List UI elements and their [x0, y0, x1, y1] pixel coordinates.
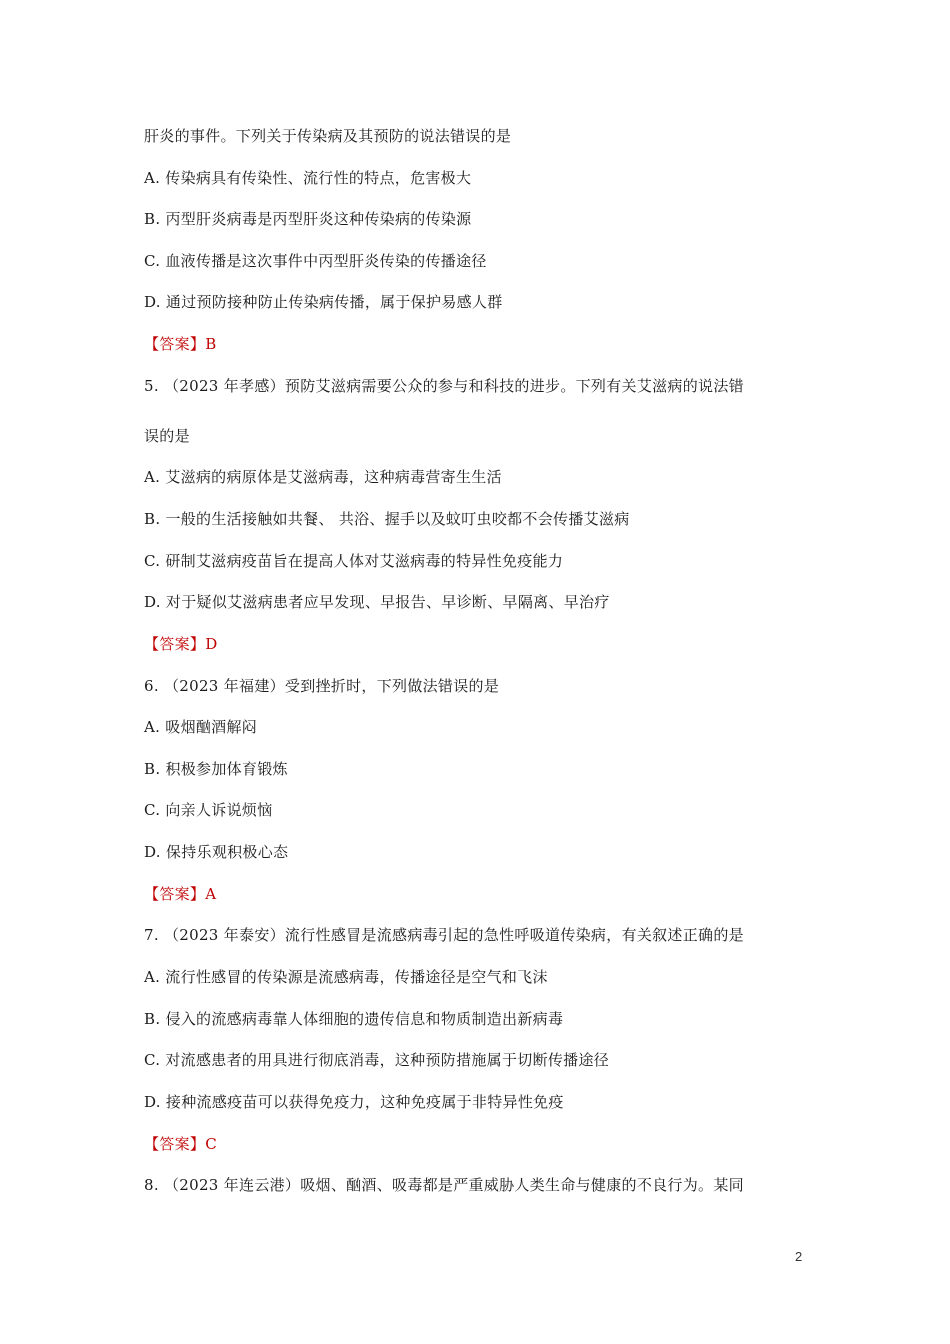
answer-label: 【答案】: [144, 635, 206, 653]
question-7-option-a: A. 流行性感冒的传染源是流感病毒，传播途径是空气和飞沫: [144, 968, 548, 986]
answer-value: B: [205, 335, 217, 353]
question-5-option-a: A. 艾滋病的病原体是艾滋病毒，这种病毒营寄生生活: [144, 468, 502, 486]
question-7-stem: 7. （2023 年泰安）流行性感冒是流感病毒引起的急性呼吸道传染病，有关叙述正确的是: [144, 926, 744, 944]
question-6-stem: 6. （2023 年福建）受到挫折时，下列做法错误的是: [144, 677, 500, 695]
question-4-option-c: C. 血液传播是这次事件中丙型肝炎传染的传播途径: [144, 252, 487, 270]
question-6-option-c: C. 向亲人诉说烦恼: [144, 801, 273, 819]
answer-label: 【答案】: [144, 335, 206, 353]
question-6-answer: [144, 884, 216, 904]
question-7-option-b: B. 侵入的流感病毒靠人体细胞的遗传信息和物质制造出新病毒: [144, 1010, 564, 1028]
question-6-option-a: A. 吸烟酗酒解闷: [144, 718, 258, 736]
question-7-option-c: C. 对流感患者的用具进行彻底消毒，这种预防措施属于切断传播途径: [144, 1051, 610, 1069]
question-5-option-c: C. 研制艾滋病疫苗旨在提高人体对艾滋病毒的特异性免疫能力: [144, 552, 564, 570]
question-5-stem-line-1: 5. （2023 年孝感）预防艾滋病需要公众的参与和科技的进步。下列有关艾滋病的说法错: [144, 377, 744, 395]
page-number: 2: [795, 1249, 803, 1264]
question-4-answer: [144, 334, 217, 354]
question-4-option-b: B. 丙型肝炎病毒是丙型肝炎这种传染病的传染源: [144, 210, 472, 228]
question-4-option-d: D. 通过预防接种防止传染病传播，属于保护易感人群: [144, 293, 503, 311]
answer-value: D: [205, 635, 218, 653]
question-5-stem-line-2: 误的是: [144, 427, 190, 445]
question-4-option-a: A. 传染病具有传染性、流行性的特点，危害极大: [144, 169, 472, 187]
question-4-stem-tail: 肝炎的事件。下列关于传染病及其预防的说法错误的是: [144, 127, 512, 145]
question-8-stem: 8. （2023 年连云港）吸烟、酗酒、吸毒都是严重威胁人类生命与健康的不良行为。某同: [144, 1176, 744, 1194]
question-7-answer: [144, 1134, 217, 1154]
question-5-answer: [144, 634, 218, 654]
question-6-option-b: B. 积极参加体育锻炼: [144, 760, 288, 778]
answer-value: A: [205, 885, 217, 903]
question-5-option-b: B. 一般的生活接触如共餐、 共浴、握手以及蚊叮虫咬都不会传播艾滋病: [144, 510, 630, 528]
question-7-option-d: D. 接种流感疫苗可以获得免疫力，这种免疫属于非特异性免疫: [144, 1093, 564, 1111]
answer-value: C: [205, 1135, 217, 1153]
answer-label: 【答案】: [144, 885, 206, 903]
answer-label: 【答案】: [144, 1135, 206, 1153]
question-5-option-d: D. 对于疑似艾滋病患者应早发现、早报告、早诊断、早隔离、早治疗: [144, 593, 610, 611]
question-6-option-d: D. 保持乐观积极心态: [144, 843, 289, 861]
